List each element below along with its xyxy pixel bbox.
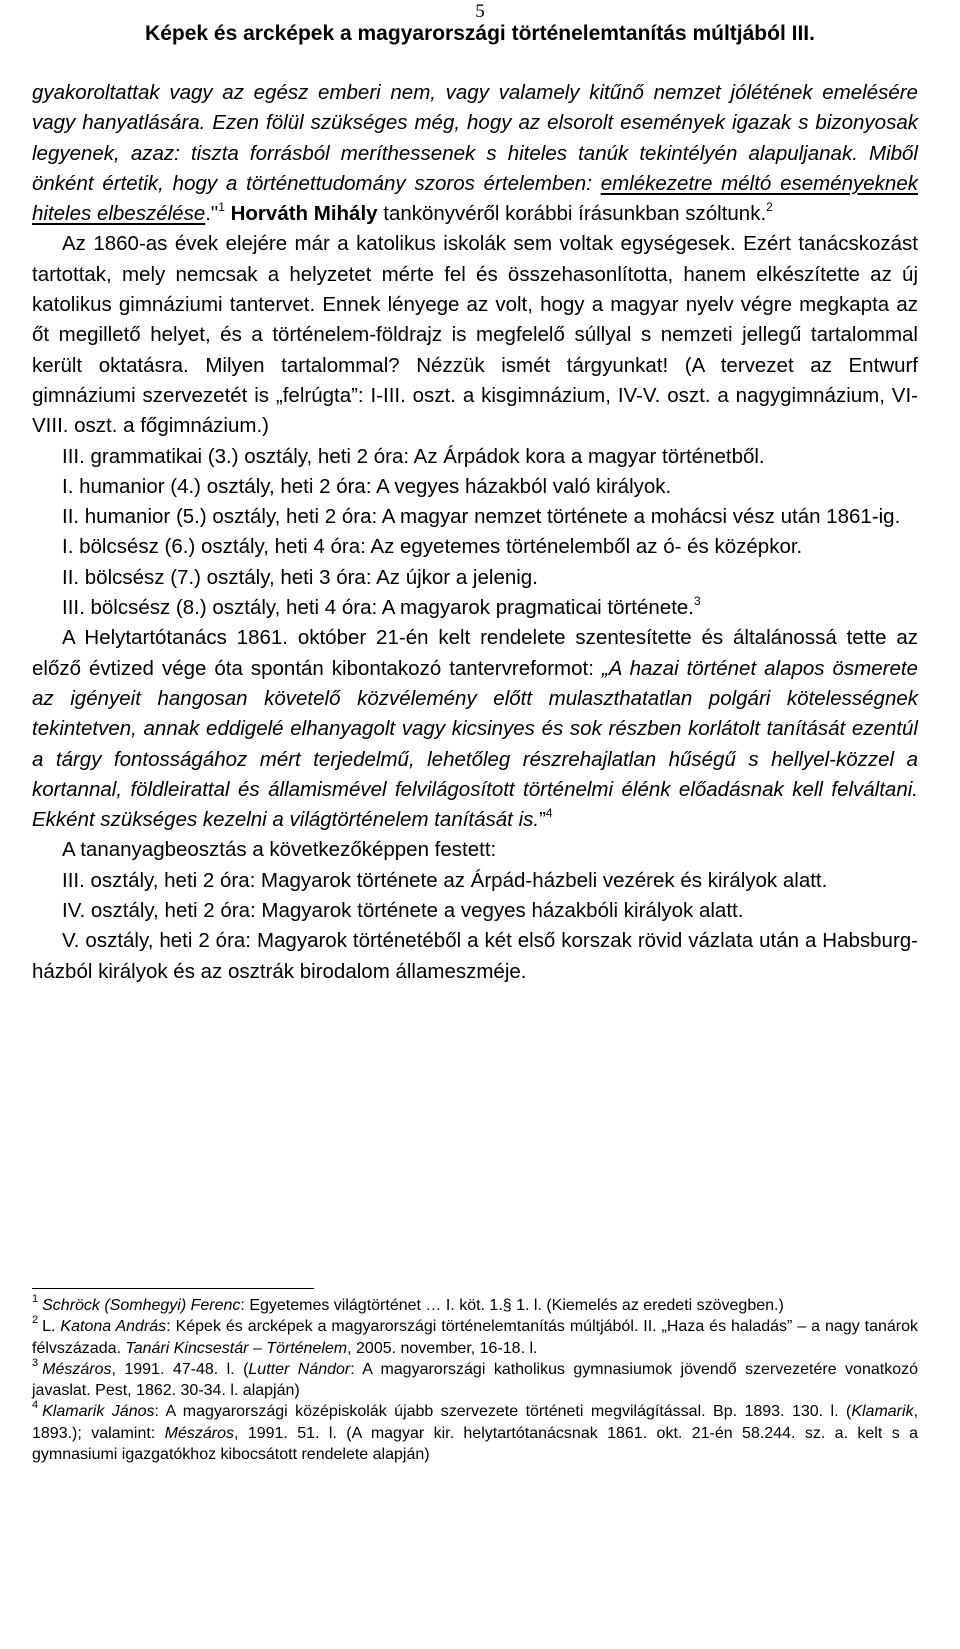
footnote-ref-1: 1 [218,200,225,215]
footnote-text: : A magyarországi középiskolák újabb szervezete történeti megvilágítással. Bp. 1893. 130. l. ( [154,1403,852,1421]
quote-close: ." [205,202,219,226]
curriculum-item-4: I. humanior (4.) osztály, heti 2 óra: A vegyes házakból való királyok. [62,474,672,498]
curriculum-item-8-text: III. bölcsész (8.) osztály, heti 4 óra: A magyarok pragmaticai története. [62,596,694,620]
footnote-author: Klamarik János [42,1403,155,1421]
footnote-1 [32,1295,918,1316]
footnotes [32,1295,918,1465]
schedule-item-4: IV. osztály, heti 2 óra: Magyarok története a vegyes házakbóli királyok alatt. [62,899,744,923]
paragraph-2: Az 1860-as évek elejére már a katolikus iskolák sem voltak egységesek. Ezért tanácskozást tartottak, mely nemcsak a helyzetet mérte fel és összehasonlította, hanem elkészítette az új katolikus gimnáziumi tantervet. Ennek lényege az volt, hogy a magyar nyelv végre megkapta az őt megillető helyet, és a történelem-földrajz is megfelelő súllyal s nemzeti jellegű tartalommal került oktatásra. Milyen tartalommal? Nézzük ismét tárgyunkat! (A tervezet az Entwurf gimnáziumi szervezetét is „felrúgta”: I-III. oszt. a kisgimnázium, IV-V. oszt. a nagygimnázium, VI-VIII. oszt. a főgimnázium.) [32,232,918,438]
quote-text: gyakoroltattak vagy az egész emberi nem, vagy valamely kitűnő nemzet jólétének emelésére vagy hanyatlására. Ezen fölül szükséges még, hogy az elsorolt események igazak s bizonyosak legyenek, azaz: tiszta forrásból meríthessenek s hiteles tanúk tekintélyén alapuljanak. Miből önként értetik, hogy a történettudomány szoros értelemben: [32,81,918,195]
footnote-text: , 1893.); valamint: [32,1403,919,1442]
footnote-number: 2 [32,1314,39,1327]
footnote-2 [32,1316,918,1359]
footnote-ref-4: 4 [545,806,553,821]
schedule-item-3: III. osztály, heti 2 óra: Magyarok története az Árpád-házbeli vezérek és királyok alatt. [62,868,828,892]
footnote-author: Klamarik [851,1403,914,1421]
page-number: 5 [475,1,485,22]
curriculum-item-8 [32,593,918,623]
quote-emphasis: emlékezetre méltó eseményeknek hiteles elbeszélése [32,171,918,226]
footnote-text: : Egyetemes világtörténet … I. köt. 1.§ 1. l. (Kiemelés az eredeti szövegben.) [240,1297,784,1314]
footnote-ref-3: 3 [694,594,701,609]
paragraph-schedule-intro: A tananyagbeosztás a következőképpen festett: [62,838,497,862]
footnote-author: Mészáros [164,1424,234,1442]
author-name: Horváth Mihály [230,202,378,226]
footnote-text: : A magyarországi katholikus gymnasiumok jövendő szervezetére vonatkozó javaslat. Pest, 1862. 30-34. l. alapján) [32,1360,918,1400]
paragraph-1 [32,78,918,229]
footnote-author: Lutter Nándor [248,1360,351,1378]
footnote-text: L. [42,1318,61,1336]
footnote-separator [32,1288,314,1289]
footnote-number: 1 [32,1293,39,1305]
footnote-text: : Képek és arcképek a magyarországi történelemtanítás múltjából. II. „Haza és haladás” – a nagy tanárok félvszázada. [32,1318,919,1357]
paragraph-decree [32,623,918,835]
footnote-ref-2: 2 [766,200,773,215]
footnote-author: Katona András [60,1318,167,1336]
curriculum-item-7: II. bölcsész (7.) osztály, heti 3 óra: Az újkor a jelenig. [62,565,538,589]
footnote-text: , 1991. 51. l. (A magyar kir. helytartótanácsnak 1861. okt. 21-én 58.244. sz. a. kelt s a gymnasiumi igazgatókhoz kibocsátott rendelete alapján) [32,1424,918,1464]
paragraph-1-rest: tankönyvéről korábbi írásunkban szóltunk. [377,202,767,226]
footnote-3 [32,1356,918,1402]
curriculum-item-5: II. humanior (5.) osztály, heti 2 óra: A magyar nemzet története a mohácsi vész után 1861-ig. [62,505,901,529]
footnote-number: 3 [32,1356,39,1369]
curriculum-item-3: III. grammatikai (3.) osztály, heti 2 óra: Az Árpádok kora a magyar történetből. [62,444,765,468]
footnote-text: , 1991. 47-48. l. ( [111,1360,249,1378]
decree-intro: A Helytartótanács 1861. október 21-én kelt rendelete szentesítette és általánossá tette az előző évtized vége óta spontán kibontakozó tantervreformot: [32,626,918,680]
footnote-author: Schröck (Somhegyi) Ferenc [42,1297,241,1314]
running-header: Képek és arcképek a magyarországi történelemtanítás múltjából III. [145,22,815,45]
curriculum-item-6: I. bölcsész (6.) osztály, heti 4 óra: Az egyetemes történelemből az ó- és középkor. [62,535,803,559]
footnote-number: 4 [32,1399,39,1412]
footnote-text: , 2005. november, 16-18. l. [347,1339,538,1357]
footnote-4 [32,1401,918,1465]
main-text [32,78,918,987]
decree-quote-close: ” [539,808,546,832]
schedule-item-5: V. osztály, heti 2 óra: Magyarok történetéből a két első korszak rövid vázlata után a Habsburg-házból királyok és az osztrák birodalom állameszméje. [32,929,918,983]
decree-quote: „A hazai történet alapos ösmerete az igényeit hangosan követelő közvélemény előtt mulaszthatatlan polgári kötelességnek tekintetven, annak eddigelé elhanyagolt vagy kicsinyes és sok részben korlátolt tanítását ezentúl a tárgy fontosságához mért terjedelmű, lehetőleg részrehajlatlan hűségű s hellyel-közzel a kortannal, földleirattal és államismével felvilágosított történelmi élénk előadásnak kell felváltani. Ekként szükséges kezelni a világtörténelem tanítását is. [32,656,918,832]
footnote-author: Mészáros [42,1360,112,1378]
footnote-series: Tanári Kincsestár – Történelem [125,1339,348,1357]
